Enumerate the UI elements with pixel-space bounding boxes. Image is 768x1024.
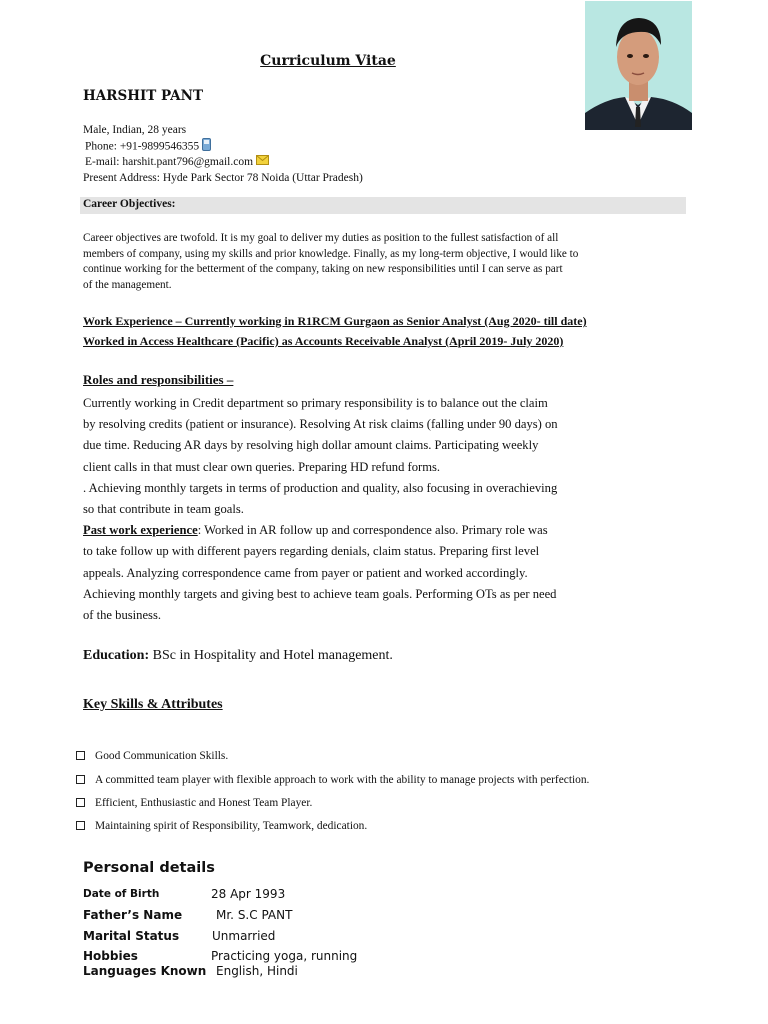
skill-text: Good Communication Skills. [95, 750, 229, 762]
pd-value-father: Mr. S.C PANT [216, 908, 293, 922]
career-line: of the management. [83, 278, 172, 291]
education-label: Education: [83, 648, 150, 663]
demographics [83, 122, 186, 138]
roles-line: client calls in that must clear own queries. Preparing HD refund forms. [83, 459, 441, 474]
demographics-text: Male, Indian, 28 years [83, 124, 187, 136]
past-work-line: to take follow up with different payers regarding denials, claim status. Preparing first level [83, 544, 540, 559]
pd-value-hobbies: Practicing yoga, running [211, 949, 358, 963]
career-line: members of company, using my skills and prior knowledge. Finally, as my long-term objective, I would like to [83, 247, 579, 260]
pd-label-hobbies: Hobbies [83, 949, 138, 963]
email-text[interactable]: E-mail: harshit.pant796@gmail.com [85, 156, 254, 168]
skill-item [76, 774, 589, 786]
checkbox-bullet-icon [76, 775, 85, 784]
skills-heading: Key Skills & Attributes [83, 697, 223, 712]
checkbox-bullet-icon [76, 798, 85, 807]
envelope-icon [256, 154, 269, 170]
address-line [83, 170, 363, 186]
past-work-line: of the business. [83, 608, 162, 623]
phone-text: Phone: +91-9899546355 [85, 140, 200, 153]
education [83, 648, 393, 664]
past-work-label: Past work experience [83, 523, 198, 538]
pd-label-languages: Languages Known [83, 964, 207, 978]
pd-value-languages: English, Hindi [216, 964, 298, 978]
pd-label-father: Father’s Name [83, 908, 183, 922]
past-work-line [83, 520, 663, 541]
pd-value-dob: 28 Apr 1993 [211, 887, 286, 901]
candidate-name: HARSHIT PANT [83, 88, 204, 104]
past-work-line: Achieving monthly targets and giving best to achieve team goals. Performing OTs as per need [83, 586, 557, 601]
skill-item [76, 797, 312, 809]
roles-line: Currently working in Credit department so primary responsibility is to balance out the claim [83, 396, 548, 410]
pd-label-marital: Marital Status [83, 929, 180, 943]
checkbox-bullet-icon [76, 751, 85, 760]
skill-text: A committed team player with flexible approach to work with the ability to manage projects with perfection. [95, 774, 590, 786]
roles-line: due time. Reducing AR days by resolving high dollar amount claims. Participating weekly [83, 438, 539, 453]
skill-text: Efficient, Enthusiastic and Honest Team Player. [95, 797, 313, 809]
roles-line: so that contribute in team goals. [83, 502, 244, 517]
pd-value-marital: Unmarried [212, 929, 276, 943]
career-line: continue working for the betterment of the company, taking on new responsibilities until I can serve as part [83, 263, 563, 275]
past-work-text: : Worked in AR follow up and correspondence also. Primary role was [197, 523, 548, 538]
skill-item [76, 820, 367, 832]
skill-item [76, 750, 228, 762]
work-experience-previous: Worked in Access Healthcare (Pacific) as Accounts Receivable Analyst (April 2019- July 2020) [83, 334, 564, 348]
education-value: BSc in Hospitality and Hotel management. [149, 648, 393, 663]
past-work-line: appeals. Analyzing correspondence came from payer or patient and worked accordingly. [83, 565, 528, 580]
career-line: Career objectives are twofold. It is my goal to deliver my duties as position to the fullest satisfaction of all [83, 232, 559, 244]
roles-heading: Roles and responsibilities – [83, 372, 234, 387]
career-objectives-heading: Career Objectives: [83, 198, 176, 210]
document-title: Curriculum Vitae [260, 53, 396, 69]
work-experience-current: Work Experience – Currently working in R1RCM Gurgaon as Senior Analyst (Aug 2020- till date) [83, 314, 587, 328]
checkbox-bullet-icon [76, 821, 85, 830]
roles-text [83, 393, 663, 626]
roles-line: . Achieving monthly targets in terms of production and quality, also focusing in overachieving [83, 480, 558, 495]
skill-text: Maintaining spirit of Responsibility, Teamwork, dedication. [95, 820, 368, 832]
career-objectives-bar [80, 197, 686, 214]
address-text: Present Address: Hyde Park Sector 78 Noida (Uttar Pradesh) [83, 172, 363, 184]
pd-label-dob: Date of Birth [83, 888, 160, 900]
career-objectives-text [83, 231, 687, 293]
email-line [85, 154, 269, 170]
roles-line: by resolving credits (patient or insurance). Resolving At risk claims (falling under 90 days) on [83, 417, 558, 432]
personal-details-heading: Personal details [83, 860, 215, 876]
